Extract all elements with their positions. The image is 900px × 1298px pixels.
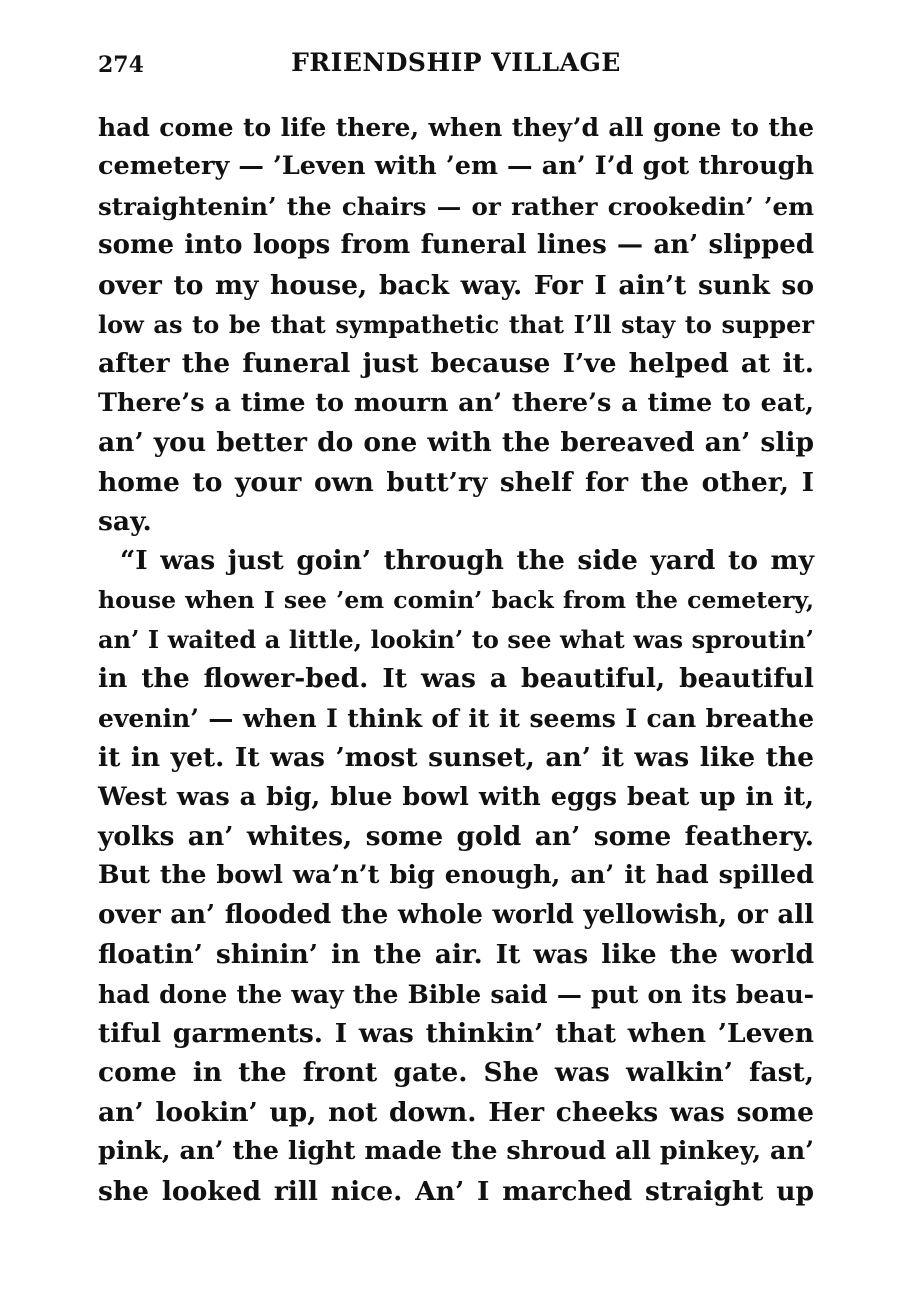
- text-line: some into loops from funeral lines — an’ slipped: [98, 230, 814, 261]
- text-line: home to your own butt’ry shelf for the other, I: [98, 466, 814, 498]
- text-line: she looked rill nice. An’ I marched straight up: [98, 1175, 814, 1207]
- paragraph-2: [98, 541, 814, 1211]
- page-number: 274: [98, 52, 144, 78]
- text-line: straightenin’ the chairs — or rather crookedin’ ’em: [98, 191, 814, 221]
- text-line: say.: [98, 505, 152, 537]
- running-head: FRIENDSHIP VILLAGE: [291, 48, 621, 77]
- text-line: an’ lookin’ up, not down. Her cheeks was some: [98, 1096, 814, 1128]
- text-line: an’ I waited a little, lookin’ to see what was sproutin’: [98, 625, 814, 655]
- text-line: There’s a time to mourn an’ there’s a time to eat,: [98, 387, 814, 418]
- text-line: West was a big, blue bowl with eggs beat up in it,: [98, 781, 814, 812]
- text-line: cemetery — ’Leven with ’em — an’ I’d got through: [98, 151, 814, 182]
- text-line: But the bowl wa’n’t big enough, an’ it had spilled: [98, 860, 814, 891]
- text-line: over to my house, back way. For I ain’t sunk so: [98, 269, 814, 301]
- text-line: had come to life there, when they’d all gone to the: [98, 113, 814, 142]
- text-line: low as to be that sympathetic that I’ll stay to supper: [98, 309, 814, 339]
- text-line: “I was just goin’ through the side yard to my: [120, 545, 814, 577]
- text-line: over an’ flooded the whole world yellowish, or all: [98, 899, 814, 930]
- body-text: [98, 108, 814, 1211]
- text-line: yolks an’ whites, some gold an’ some feathery.: [98, 821, 814, 853]
- text-line: come in the front gate. She was walkin’ fast,: [98, 1057, 814, 1089]
- text-line: house when I see ’em comin’ back from the cemetery,: [98, 585, 814, 614]
- text-line: it in yet. It was ’most sunset, an’ it was like the: [98, 742, 814, 774]
- text-line: tiful garments. I was thinkin’ that when ’Leven: [98, 1017, 814, 1049]
- text-line: after the funeral just because I’ve helped at it.: [98, 348, 814, 380]
- text-line: pink, an’ the light made the shroud all pinkey, an’: [98, 1136, 814, 1167]
- text-line: evenin’ — when I think of it it seems I can breathe: [98, 703, 814, 733]
- text-line: floatin’ shinin’ in the air. It was like the world: [98, 939, 814, 971]
- text-line: had done the way the Bible said — put on its beau-: [98, 979, 814, 1009]
- page-header: [98, 48, 814, 84]
- text-line: an’ you better do one with the bereaved an’ slip: [98, 427, 814, 459]
- text-line: in the flower-bed. It was a beautiful, beautiful: [98, 663, 814, 695]
- paragraph-1: [98, 108, 814, 541]
